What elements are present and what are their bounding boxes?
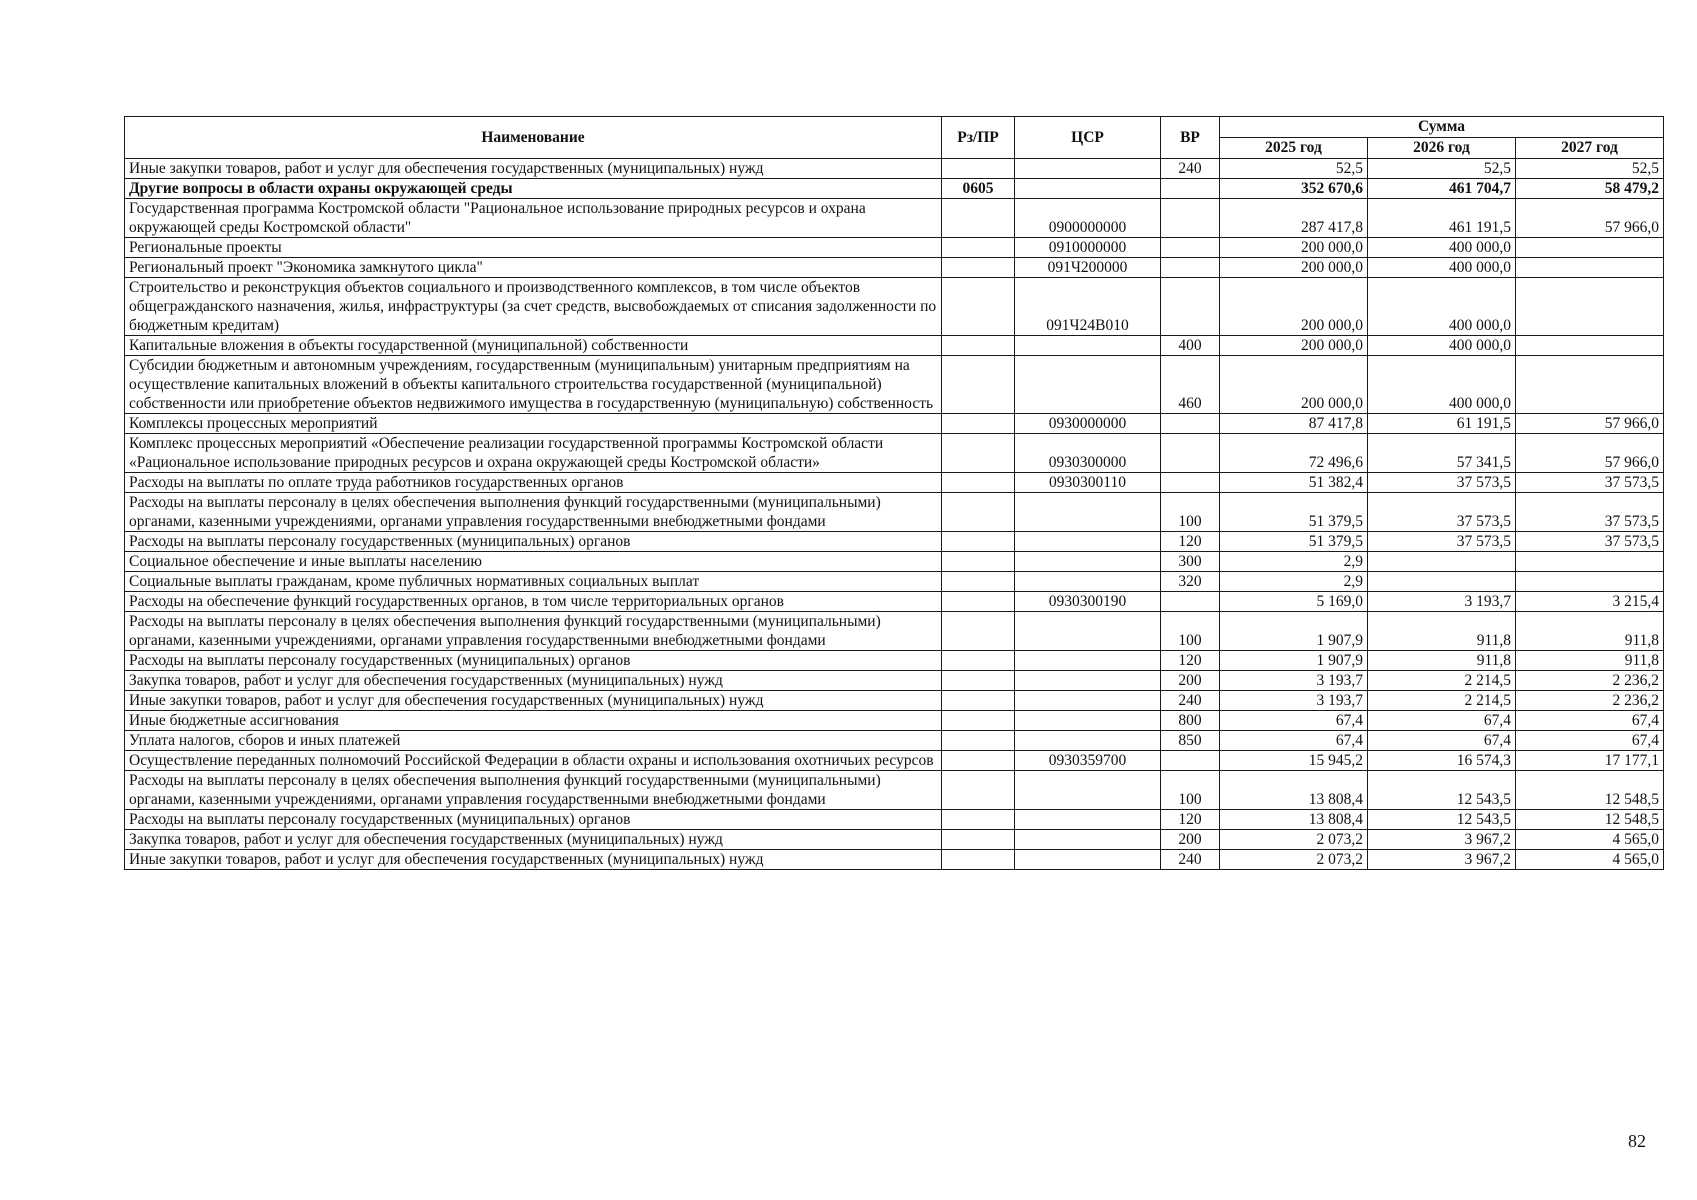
cell-vr — [1161, 414, 1220, 434]
cell-2027: 52,5 — [1516, 159, 1664, 179]
cell-2027: 67,4 — [1516, 711, 1664, 731]
cell-vr — [1161, 258, 1220, 278]
cell-2025: 3 193,7 — [1220, 691, 1368, 711]
cell-2027 — [1516, 572, 1664, 592]
cell-name: Закупка товаров, работ и услуг для обеспечения государственных (муниципальных) нужд — [125, 830, 942, 850]
cell-csr: 0930359700 — [1015, 751, 1161, 771]
cell-rz — [942, 830, 1015, 850]
cell-csr: 0930300190 — [1015, 592, 1161, 612]
cell-2026: 3 193,7 — [1368, 592, 1516, 612]
cell-csr — [1015, 651, 1161, 671]
cell-2025: 2,9 — [1220, 572, 1368, 592]
cell-2025: 2 073,2 — [1220, 850, 1368, 870]
cell-name: Государственная программа Костромской области "Рациональное использование природных ресурсов и охрана окружающей среды Костромской области" — [125, 199, 942, 238]
cell-2025: 67,4 — [1220, 711, 1368, 731]
cell-rz — [942, 336, 1015, 356]
cell-csr: 0910000000 — [1015, 238, 1161, 258]
cell-2025: 13 808,4 — [1220, 810, 1368, 830]
header-year-2027: 2027 год — [1516, 138, 1664, 159]
cell-name: Расходы на выплаты персоналу в целях обеспечения выполнения функций государственными (муниципальными) органами, казенными учреждениями, органами управления государственными внебюджетными фондами — [125, 493, 942, 532]
cell-2027: 911,8 — [1516, 612, 1664, 651]
table-body — [125, 159, 1664, 870]
cell-2025: 200 000,0 — [1220, 278, 1368, 336]
cell-vr — [1161, 278, 1220, 336]
cell-csr — [1015, 810, 1161, 830]
page-number: 82 — [1628, 1131, 1646, 1151]
table-row — [125, 810, 1664, 830]
cell-2026: 37 573,5 — [1368, 532, 1516, 552]
cell-2026: 37 573,5 — [1368, 493, 1516, 532]
cell-csr — [1015, 691, 1161, 711]
cell-rz — [942, 651, 1015, 671]
cell-name: Иные бюджетные ассигнования — [125, 711, 942, 731]
cell-2026: 400 000,0 — [1368, 336, 1516, 356]
cell-csr — [1015, 671, 1161, 691]
cell-vr — [1161, 199, 1220, 238]
table-row — [125, 771, 1664, 810]
cell-2027 — [1516, 356, 1664, 414]
cell-2025: 72 496,6 — [1220, 434, 1368, 473]
cell-vr: 400 — [1161, 336, 1220, 356]
cell-2026: 461 704,7 — [1368, 179, 1516, 199]
cell-csr: 0900000000 — [1015, 199, 1161, 238]
cell-name: Региональные проекты — [125, 238, 942, 258]
cell-2027: 4 565,0 — [1516, 830, 1664, 850]
cell-2027: 67,4 — [1516, 731, 1664, 751]
cell-2026: 3 967,2 — [1368, 830, 1516, 850]
cell-name: Закупка товаров, работ и услуг для обеспечения государственных (муниципальных) нужд — [125, 671, 942, 691]
cell-vr — [1161, 179, 1220, 199]
cell-vr: 850 — [1161, 731, 1220, 751]
table-row — [125, 711, 1664, 731]
cell-name: Расходы на выплаты персоналу государственных (муниципальных) органов — [125, 651, 942, 671]
cell-rz — [942, 238, 1015, 258]
budget-table — [124, 116, 1664, 870]
cell-vr: 200 — [1161, 671, 1220, 691]
cell-rz — [942, 850, 1015, 870]
cell-2025: 13 808,4 — [1220, 771, 1368, 810]
cell-2026: 12 543,5 — [1368, 810, 1516, 830]
cell-2027: 57 966,0 — [1516, 199, 1664, 238]
cell-rz — [942, 552, 1015, 572]
table-row — [125, 592, 1664, 612]
cell-2027: 37 573,5 — [1516, 473, 1664, 493]
cell-name: Комплекс процессных мероприятий «Обеспечение реализации государственной программы Костромской области «Рациональное использование природных ресурсов и охрана окружающей среды Костромской области» — [125, 434, 942, 473]
cell-2025: 5 169,0 — [1220, 592, 1368, 612]
cell-rz — [942, 731, 1015, 751]
table-row — [125, 199, 1664, 238]
cell-2025: 51 382,4 — [1220, 473, 1368, 493]
cell-vr: 800 — [1161, 711, 1220, 731]
cell-2025: 2 073,2 — [1220, 830, 1368, 850]
cell-2027: 57 966,0 — [1516, 414, 1664, 434]
table-row — [125, 691, 1664, 711]
cell-name: Социальные выплаты гражданам, кроме публичных нормативных социальных выплат — [125, 572, 942, 592]
cell-2025: 200 000,0 — [1220, 238, 1368, 258]
cell-2025: 200 000,0 — [1220, 356, 1368, 414]
cell-2026: 61 191,5 — [1368, 414, 1516, 434]
header-sum: Сумма — [1220, 117, 1664, 138]
table-row — [125, 414, 1664, 434]
cell-2025: 200 000,0 — [1220, 336, 1368, 356]
cell-name: Иные закупки товаров, работ и услуг для обеспечения государственных (муниципальных) нужд — [125, 691, 942, 711]
cell-vr: 240 — [1161, 691, 1220, 711]
cell-name: Капитальные вложения в объекты государственной (муниципальной) собственности — [125, 336, 942, 356]
cell-vr: 240 — [1161, 850, 1220, 870]
cell-csr — [1015, 493, 1161, 532]
cell-rz — [942, 612, 1015, 651]
table-row — [125, 434, 1664, 473]
cell-vr — [1161, 473, 1220, 493]
table-row — [125, 532, 1664, 552]
cell-2027 — [1516, 258, 1664, 278]
table-row — [125, 179, 1664, 199]
cell-2027 — [1516, 278, 1664, 336]
cell-rz — [942, 592, 1015, 612]
cell-2026: 400 000,0 — [1368, 258, 1516, 278]
table-row — [125, 552, 1664, 572]
cell-2025: 51 379,5 — [1220, 532, 1368, 552]
cell-2025: 3 193,7 — [1220, 671, 1368, 691]
cell-vr: 120 — [1161, 651, 1220, 671]
cell-2026: 37 573,5 — [1368, 473, 1516, 493]
cell-vr: 300 — [1161, 552, 1220, 572]
cell-2027: 911,8 — [1516, 651, 1664, 671]
cell-2026 — [1368, 552, 1516, 572]
cell-csr — [1015, 356, 1161, 414]
cell-name: Расходы на выплаты персоналу государственных (муниципальных) органов — [125, 532, 942, 552]
cell-csr — [1015, 711, 1161, 731]
cell-2025: 67,4 — [1220, 731, 1368, 751]
table-row — [125, 258, 1664, 278]
cell-vr: 460 — [1161, 356, 1220, 414]
cell-2025: 52,5 — [1220, 159, 1368, 179]
cell-name: Региональный проект "Экономика замкнутого цикла" — [125, 258, 942, 278]
cell-csr: 0930300000 — [1015, 434, 1161, 473]
table-row — [125, 238, 1664, 258]
cell-rz — [942, 473, 1015, 493]
cell-name: Комплексы процессных мероприятий — [125, 414, 942, 434]
header-year-2026: 2026 год — [1368, 138, 1516, 159]
cell-csr — [1015, 572, 1161, 592]
cell-rz — [942, 572, 1015, 592]
cell-csr — [1015, 552, 1161, 572]
table-row — [125, 572, 1664, 592]
cell-csr — [1015, 336, 1161, 356]
cell-vr: 120 — [1161, 532, 1220, 552]
cell-2026: 2 214,5 — [1368, 671, 1516, 691]
cell-name: Расходы на выплаты по оплате труда работников государственных органов — [125, 473, 942, 493]
cell-2027: 17 177,1 — [1516, 751, 1664, 771]
cell-name: Субсидии бюджетным и автономным учреждениям, государственным (муниципальным) унитарным предприятиям на осуществление капитальных вложений в объекты капитального строительства государственной (муниципальной) собственности или приобретение объектов недвижимого имущества в государственную (муниципальную) собственность — [125, 356, 942, 414]
cell-vr — [1161, 434, 1220, 473]
cell-rz — [942, 671, 1015, 691]
cell-rz — [942, 159, 1015, 179]
cell-vr: 320 — [1161, 572, 1220, 592]
cell-name: Иные закупки товаров, работ и услуг для обеспечения государственных (муниципальных) нужд — [125, 159, 942, 179]
cell-2027: 37 573,5 — [1516, 493, 1664, 532]
cell-rz — [942, 771, 1015, 810]
cell-2026: 400 000,0 — [1368, 356, 1516, 414]
cell-name: Другие вопросы в области охраны окружающей среды — [125, 179, 942, 199]
cell-2026: 911,8 — [1368, 612, 1516, 651]
cell-2026: 12 543,5 — [1368, 771, 1516, 810]
header-rz: Рз/ПР — [942, 117, 1015, 159]
cell-2027: 3 215,4 — [1516, 592, 1664, 612]
cell-rz — [942, 532, 1015, 552]
cell-csr — [1015, 159, 1161, 179]
cell-csr — [1015, 731, 1161, 751]
cell-rz — [942, 711, 1015, 731]
table-row — [125, 850, 1664, 870]
cell-2027: 58 479,2 — [1516, 179, 1664, 199]
cell-vr: 100 — [1161, 771, 1220, 810]
cell-csr — [1015, 179, 1161, 199]
cell-2026: 3 967,2 — [1368, 850, 1516, 870]
cell-2025: 2,9 — [1220, 552, 1368, 572]
cell-csr — [1015, 612, 1161, 651]
cell-rz — [942, 199, 1015, 238]
cell-name: Расходы на выплаты персоналу в целях обеспечения выполнения функций государственными (муниципальными) органами, казенными учреждениями, органами управления государственными внебюджетными фондами — [125, 612, 942, 651]
table-row — [125, 356, 1664, 414]
cell-2026: 16 574,3 — [1368, 751, 1516, 771]
cell-2026 — [1368, 572, 1516, 592]
cell-2027 — [1516, 238, 1664, 258]
table-row — [125, 830, 1664, 850]
header-year-2025: 2025 год — [1220, 138, 1368, 159]
cell-2026: 461 191,5 — [1368, 199, 1516, 238]
cell-2027 — [1516, 552, 1664, 572]
cell-2025: 287 417,8 — [1220, 199, 1368, 238]
cell-vr — [1161, 592, 1220, 612]
table-row — [125, 612, 1664, 651]
cell-csr: 0930300110 — [1015, 473, 1161, 493]
cell-vr — [1161, 751, 1220, 771]
cell-vr: 200 — [1161, 830, 1220, 850]
table-row — [125, 278, 1664, 336]
cell-2027: 2 236,2 — [1516, 671, 1664, 691]
cell-2026: 52,5 — [1368, 159, 1516, 179]
cell-csr — [1015, 850, 1161, 870]
table-row — [125, 473, 1664, 493]
cell-2025: 1 907,9 — [1220, 651, 1368, 671]
cell-2027: 2 236,2 — [1516, 691, 1664, 711]
cell-name: Иные закупки товаров, работ и услуг для обеспечения государственных (муниципальных) нужд — [125, 850, 942, 870]
cell-csr: 091Ч200000 — [1015, 258, 1161, 278]
cell-vr: 100 — [1161, 493, 1220, 532]
cell-vr: 120 — [1161, 810, 1220, 830]
cell-2025: 15 945,2 — [1220, 751, 1368, 771]
cell-csr — [1015, 771, 1161, 810]
table-row — [125, 336, 1664, 356]
table-row — [125, 751, 1664, 771]
cell-rz — [942, 414, 1015, 434]
cell-2026: 400 000,0 — [1368, 238, 1516, 258]
cell-2026: 2 214,5 — [1368, 691, 1516, 711]
table-row — [125, 671, 1664, 691]
cell-name: Осуществление переданных полномочий Российской Федерации в области охраны и использования охотничьих ресурсов — [125, 751, 942, 771]
cell-rz — [942, 258, 1015, 278]
cell-csr: 091Ч24В010 — [1015, 278, 1161, 336]
cell-2027: 4 565,0 — [1516, 850, 1664, 870]
cell-2027 — [1516, 336, 1664, 356]
cell-2027: 37 573,5 — [1516, 532, 1664, 552]
cell-2025: 1 907,9 — [1220, 612, 1368, 651]
cell-csr: 0930000000 — [1015, 414, 1161, 434]
cell-2026: 67,4 — [1368, 731, 1516, 751]
cell-name: Уплата налогов, сборов и иных платежей — [125, 731, 942, 751]
table-row — [125, 159, 1664, 179]
table-row — [125, 651, 1664, 671]
cell-2027: 57 966,0 — [1516, 434, 1664, 473]
cell-2025: 352 670,6 — [1220, 179, 1368, 199]
cell-name: Строительство и реконструкция объектов социального и производственного комплексов, в том числе объектов общегражданского назначения, жилья, инфраструктуры (за счет средств, высвобождаемых от списания задолженности по бюджетным кредитам) — [125, 278, 942, 336]
header-csr: ЦСР — [1015, 117, 1161, 159]
cell-rz — [942, 691, 1015, 711]
cell-csr — [1015, 532, 1161, 552]
cell-2026: 67,4 — [1368, 711, 1516, 731]
cell-2026: 911,8 — [1368, 651, 1516, 671]
cell-rz — [942, 493, 1015, 532]
cell-name: Расходы на обеспечение функций государственных органов, в том числе территориальных органов — [125, 592, 942, 612]
cell-name: Расходы на выплаты персоналу в целях обеспечения выполнения функций государственными (муниципальными) органами, казенными учреждениями, органами управления государственными внебюджетными фондами — [125, 771, 942, 810]
cell-rz — [942, 434, 1015, 473]
cell-vr: 240 — [1161, 159, 1220, 179]
header-name: Наименование — [125, 117, 942, 159]
cell-2026: 400 000,0 — [1368, 278, 1516, 336]
cell-vr: 100 — [1161, 612, 1220, 651]
cell-2025: 51 379,5 — [1220, 493, 1368, 532]
cell-rz: 0605 — [942, 179, 1015, 199]
cell-2027: 12 548,5 — [1516, 810, 1664, 830]
cell-name: Социальное обеспечение и иные выплаты населению — [125, 552, 942, 572]
header-vr: ВР — [1161, 117, 1220, 159]
cell-rz — [942, 356, 1015, 414]
cell-rz — [942, 278, 1015, 336]
cell-2027: 12 548,5 — [1516, 771, 1664, 810]
cell-rz — [942, 751, 1015, 771]
cell-2025: 200 000,0 — [1220, 258, 1368, 278]
cell-vr — [1161, 238, 1220, 258]
table-row — [125, 493, 1664, 532]
cell-csr — [1015, 830, 1161, 850]
cell-rz — [942, 810, 1015, 830]
cell-2026: 57 341,5 — [1368, 434, 1516, 473]
cell-2025: 87 417,8 — [1220, 414, 1368, 434]
table-row — [125, 731, 1664, 751]
cell-name: Расходы на выплаты персоналу государственных (муниципальных) органов — [125, 810, 942, 830]
